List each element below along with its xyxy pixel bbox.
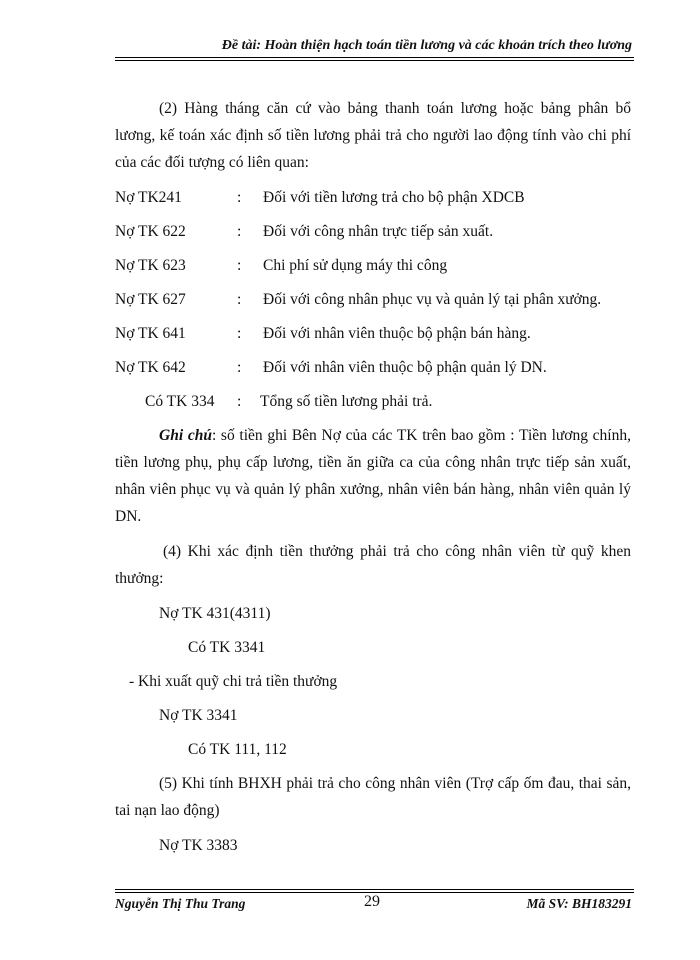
debit-line: Nợ TK 3383 (159, 837, 238, 854)
entry-row (115, 320, 631, 354)
bullet-line: - Khi xuất quỹ chi trả tiền thưởng (129, 673, 338, 690)
entry-row (115, 218, 631, 252)
page-number: 29 (364, 893, 380, 910)
header-rule (115, 57, 634, 58)
footer-author: Nguyễn Thị Thu Trang (115, 896, 246, 911)
entry-row (115, 354, 631, 388)
footer-rule-thin (115, 889, 634, 890)
paragraph-2: (2) Hàng tháng căn cứ vào bảng thanh toán lương hoặc bảng phân bổ lương, kế toán xác định số tiền lương phải trả cho người lao động tính vào chi phí của các đối tượng có liên quan: (115, 100, 631, 171)
header-title: Đề tài: Hoàn thiện hạch toán tiền lương và các khoản trích theo lương (221, 38, 632, 53)
note-text: : số tiền ghi Bên Nợ của các TK trên bao gồm : Tiền lương chính, tiền lương phụ, phụ cấp lương, tiền ăn giữa ca của công nhân trực tiếp sản xuất, nhân viên phục vụ và quản lý phân xưởng, nhân viên bán hàng, nhân viên quản lý DN. (115, 427, 631, 525)
credit-entry-row (115, 388, 631, 422)
entry-colon: : (237, 325, 242, 342)
credit-line: Có TK 111, 112 (188, 741, 287, 758)
note-paragraph (115, 422, 631, 530)
entry-account: Nợ TK 622 (115, 223, 186, 240)
entry-account: Nợ TK 623 (115, 257, 186, 274)
credit-description: Tổng số tiền lương phải trả. (260, 393, 433, 410)
entry-row (115, 252, 631, 286)
entry-description: Đối với tiền lương trả cho bộ phận XDCB (263, 189, 525, 206)
entry-account: Nợ TK 642 (115, 359, 186, 376)
credit-colon: : (237, 393, 242, 410)
entry-description: Đối với công nhân trực tiếp sản xuất. (263, 223, 494, 240)
credit-account: Có TK 334 (145, 393, 215, 410)
entry-account: Nợ TK 627 (115, 291, 186, 308)
entry-account: Nợ TK241 (115, 189, 182, 206)
entry-description: Đối với nhân viên thuộc bộ phận quản lý DN. (263, 359, 547, 376)
entry-row (115, 286, 631, 320)
entry-colon: : (237, 257, 242, 274)
entry-colon: : (237, 359, 242, 376)
entry-description: Đối với công nhân phục vụ và quản lý tại phân xưởng. (263, 291, 602, 308)
credit-line: Có TK 3341 (188, 639, 266, 656)
header-rule-thin (115, 60, 634, 61)
paragraph-4: (4) Khi xác định tiền thưởng phải trả cho công nhân viên từ quỹ khen thưởng: (115, 543, 631, 587)
footer-student-id: Mã SV: BH183291 (526, 896, 632, 911)
page-content (115, 95, 631, 866)
debit-line: Nợ TK 3341 (159, 707, 238, 724)
entry-row (115, 184, 631, 218)
note-label: Ghi chú (159, 427, 212, 444)
entry-description: Đối với nhân viên thuộc bộ phận bán hàng. (263, 325, 531, 342)
entry-account: Nợ TK 641 (115, 325, 186, 342)
entry-colon: : (237, 291, 242, 308)
paragraph-5: (5) Khi tính BHXH phải trả cho công nhân viên (Trợ cấp ốm đau, thai sản, tai nạn lao động) (115, 775, 631, 819)
entry-description: Chi phí sử dụng máy thi công (263, 257, 448, 274)
debit-line: Nợ TK 431(4311) (159, 605, 271, 622)
entry-colon: : (237, 223, 242, 240)
entry-colon: : (237, 189, 242, 206)
